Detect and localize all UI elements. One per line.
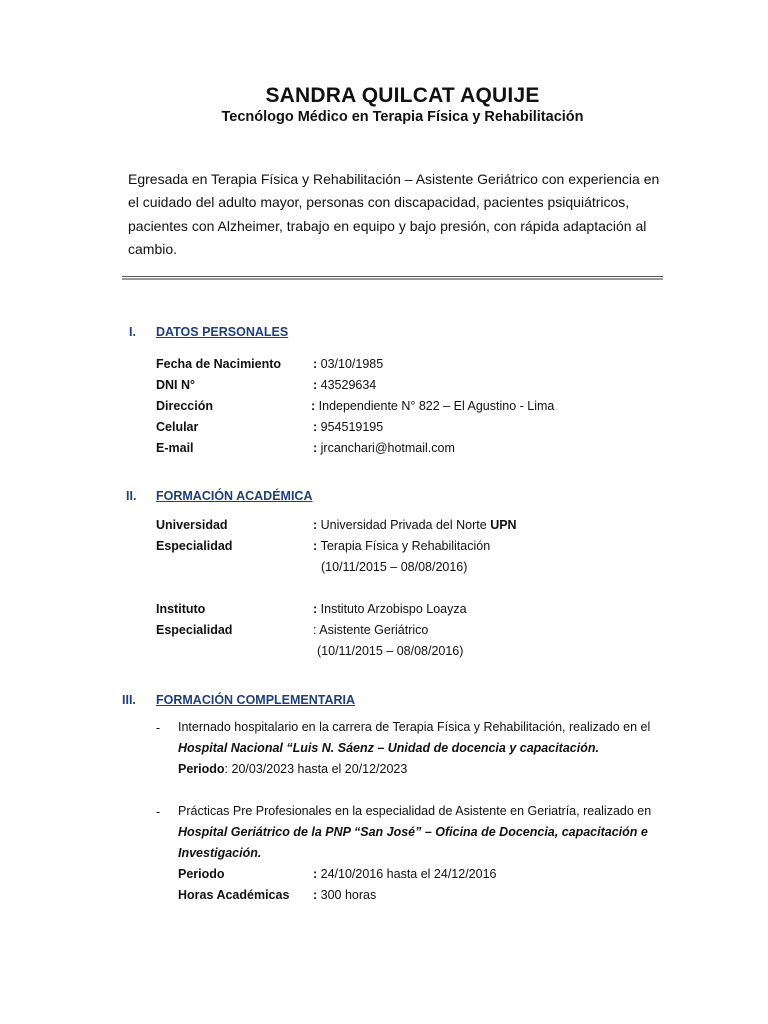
field-label: Periodo [178, 867, 225, 881]
item-place: Hospital Geriátrico de la PNP “San José” – Oficina de Docencia, capacitación e [178, 825, 648, 839]
field-value: : 954519195 [313, 420, 384, 434]
field-value: : Universidad Privada del Norte UPN [313, 518, 517, 532]
field-label: Universidad [156, 518, 228, 532]
item-description: Internado hospitalario en la carrera de Terapia Física y Rehabilitación, realizado en el [178, 720, 651, 734]
item-description: Prácticas Pre Profesionales en la especialidad de Asistente en Geriatría, realizado en [178, 804, 652, 818]
item-place-cont: Investigación. [178, 846, 262, 860]
section-divider [122, 276, 663, 281]
field-label: DNI N° [156, 378, 196, 392]
candidate-name: SANDRA QUILCAT AQUIJE [265, 84, 540, 107]
item-period: Periodo: 20/03/2023 hasta el 20/12/2023 [178, 762, 408, 776]
bullet-dash: - [156, 721, 161, 735]
field-label: Especialidad [156, 539, 233, 553]
section-title-academic: FORMACIÓN ACADÉMICA [156, 489, 313, 503]
field-label: Fecha de Nacimiento [156, 357, 282, 371]
field-value: : Asistente Geriátrico [313, 623, 429, 637]
candidate-title: Tecnólogo Médico en Terapia Física y Rehabilitación [221, 109, 584, 125]
field-label: Horas Académicas [178, 888, 290, 902]
section-number-personal: I. [129, 325, 136, 339]
bullet-dash: - [156, 805, 161, 819]
section-title-personal: DATOS PERSONALES [156, 325, 289, 339]
field-value: : jrcanchari@hotmail.com [313, 441, 455, 455]
profile-summary: Egresada en Terapia Física y Rehabilitación – Asistente Geriátrico con experiencia en el cuidado del adulto mayor, personas con discapacidad, pacientes psiquiátricos, pacientes con Alzheimer, trabajo en equipo y bajo presión, con rápida adaptación al cambio. [128, 171, 660, 257]
date-range: (10/11/2015 – 08/08/2016) [321, 560, 468, 574]
field-value: : 24/10/2016 hasta el 24/12/2016 [313, 867, 497, 881]
field-label: Instituto [156, 602, 206, 616]
field-value: : Terapia Física y Rehabilitación [313, 539, 491, 553]
field-value: : Instituto Arzobispo Loayza [313, 602, 467, 616]
field-label: E-mail [156, 441, 194, 455]
field-value: : 03/10/1985 [313, 357, 384, 371]
field-label: Especialidad [156, 623, 233, 637]
date-range: (10/11/2015 – 08/08/2016) [317, 644, 464, 658]
field-label: Celular [156, 420, 199, 434]
section-title-complementary: FORMACIÓN COMPLEMENTARIA [156, 693, 356, 707]
section-number-complementary: III. [122, 693, 136, 707]
field-value: : Independiente N° 822 – El Agustino - Lima [311, 399, 555, 413]
field-value: : 43529634 [313, 378, 377, 392]
field-value: : 300 horas [313, 888, 377, 902]
item-place: Hospital Nacional “Luis N. Sáenz – Unidad de docencia y capacitación. [178, 741, 599, 755]
section-number-academic: II. [126, 489, 137, 503]
field-label: Dirección [156, 399, 213, 413]
